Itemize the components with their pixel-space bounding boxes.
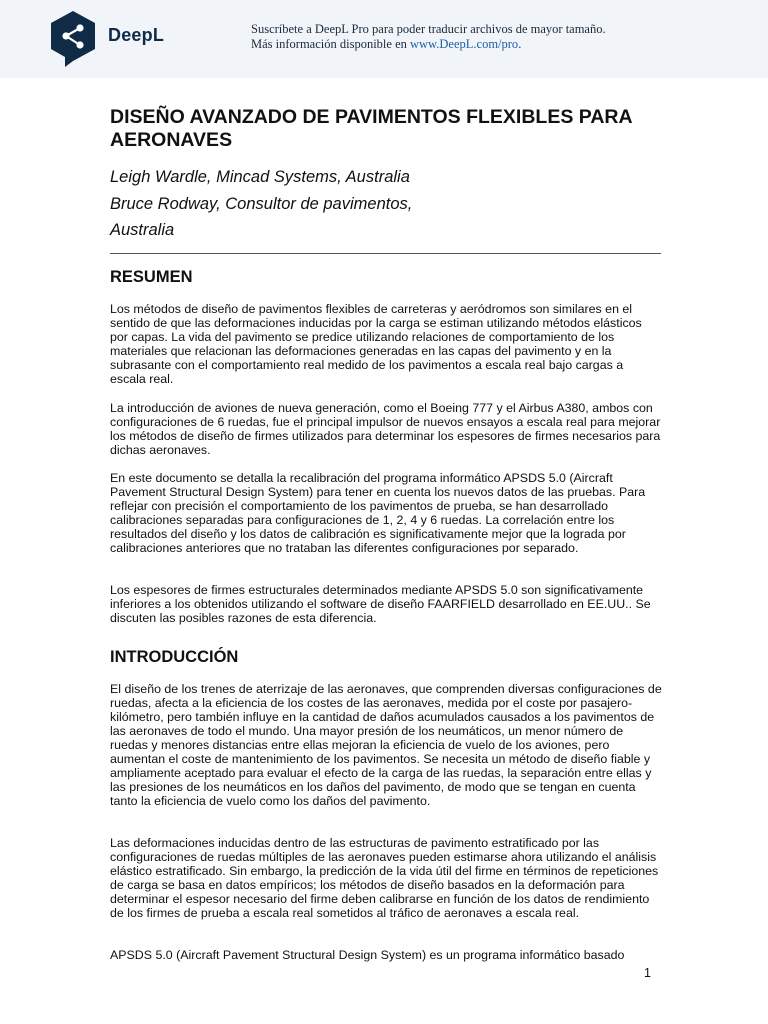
section-divider bbox=[110, 253, 661, 254]
intro-paragraph: APSDS 5.0 (Aircraft Pavement Structural Design System) es un programa informático basado bbox=[110, 948, 625, 962]
author-line: Bruce Rodway, Consultor de pavimentos, bbox=[110, 194, 413, 213]
abstract-paragraph: En este documento se detalla la recalibración del programa informático APSDS 5.0 (Aircraft Pavement Structural Design System) para tener en cuenta los nuevos datos de las pruebas. Para reflejar con precisión el comportamiento de los pavimentos de prueba, se han desarrollado calibraciones separadas para configuraciones de 1, 2, 4 y 6 ruedas. La correlación entre los resultados del diseño y los datos de calibración es significativamente mejor que la lograda por calibraciones anteriores que no trataban las diferentes configuraciones por separado. bbox=[110, 471, 646, 555]
deepl-banner bbox=[0, 0, 768, 78]
abstract-paragraph: Los espesores de firmes estructurales determinados mediante APSDS 5.0 son significativamente inferiores a los obtenidos utilizando el software de diseño FAARFIELD desarrollado en EE.UU.. Se discuten las posibles razones de esta diferencia. bbox=[110, 583, 651, 625]
notice-suffix: . bbox=[518, 37, 522, 51]
brand-name[interactable]: DeepL bbox=[108, 25, 165, 45]
intro-heading: INTRODUCCIÓN bbox=[110, 648, 239, 666]
notice-prefix: Más información disponible en bbox=[251, 37, 410, 51]
author-line: Leigh Wardle, Mincad Systems, Australia bbox=[110, 168, 410, 186]
abstract-heading: RESUMEN bbox=[110, 268, 193, 286]
intro-paragraph: Las deformaciones inducidas dentro de las estructuras de pavimento estratificado por las configuraciones de ruedas múltiples de las aeronaves pueden estimarse ahora utilizando el análisis elástico estratificado. Sin embargo, la predicción de la vida útil del firme en términos de repeticiones de carga se basa en datos empíricos; los métodos de diseño basados en la deformación para determinar el espesor necesario del firme deben calibrarse en función de los datos de rendimiento de los firmes de prueba a escala real sometidos al tráfico de aeronaves a escala real. bbox=[110, 836, 659, 920]
page-number: 1 bbox=[644, 966, 651, 980]
document-title: DISEÑO AVANZADO DE PAVIMENTOS FLEXIBLES PARA AERONAVES bbox=[110, 106, 632, 151]
abstract-paragraph: Los métodos de diseño de pavimentos flexibles de carreteras y aeródromos son similares en el sentido de que las deformaciones inducidas por la carga se estiman utilizando métodos elásticos por capas. La vida del pavimento se predice utilizando relaciones de comportamiento de los materiales que relacionan las deformaciones generadas en las capas del pavimento y en la subrasante con el comportamiento real medido de los pavimentos a escala real bajo cargas a escala real. bbox=[110, 302, 642, 386]
notice-line-1: Suscríbete a DeepL Pro para poder traducir archivos de mayor tamaño. bbox=[251, 22, 606, 36]
intro-paragraph: El diseño de los trenes de aterrizaje de las aeronaves, que comprenden diversas configuraciones de ruedas, afecta a la eficiencia de los costes de las aeronaves, medida por el coste por pasajero-kilómetro, pero también influye en la cantidad de daños acumulados causados a los pavimentos de las aeronaves de todo el mundo. Una mayor presión de los neumáticos, un menor número de ruedas y menores distancias entre ellas mejoran la eficiencia de vuelo de los aviones, pero aumentan el coste de mantenimiento de los pavimentos. Se necesita un método de diseño fiable y ampliamente aceptado para evaluar el efecto de la carga de las ruedas, la separación entre ellas y las presiones de los neumáticos en los daños del pavimento, de modo que se tengan en cuenta tanto la eficiencia de vuelo como los daños del pavimento. bbox=[110, 682, 662, 808]
author-line: Australia bbox=[110, 221, 175, 239]
abstract-paragraph: La introducción de aviones de nueva generación, como el Boeing 777 y el Airbus A380, ambos con configuraciones de 6 ruedas, fue el principal impulsor de nuevos ensayos a escala real para mejorar los métodos de diseño de firmes utilizados para determinar los espesores de firmes necesarios para dichas aeronaves. bbox=[110, 401, 661, 457]
pro-notice bbox=[251, 22, 606, 52]
author-list bbox=[110, 164, 412, 244]
deepl-logo-icon[interactable] bbox=[47, 9, 99, 69]
notice-line-2 bbox=[251, 37, 606, 52]
deepl-pro-link[interactable]: www.DeepL.com/pro bbox=[410, 37, 519, 51]
